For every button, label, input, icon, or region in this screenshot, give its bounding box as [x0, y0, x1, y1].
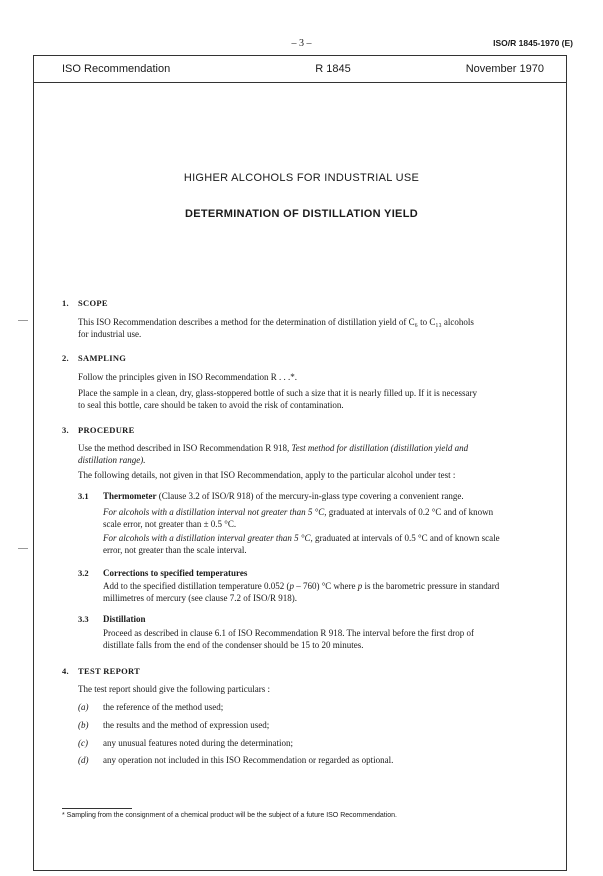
header-number: R 1845	[315, 63, 351, 75]
report-intro: The test report should give the following particulars :	[78, 684, 270, 694]
standard-code: ISO/R 1845-1970 (E)	[493, 38, 573, 48]
list-item: the results and the method of expression used;	[103, 720, 270, 730]
header-box	[33, 55, 567, 83]
document-title: HIGHER ALCOHOLS FOR INDUSTRIAL USE	[183, 172, 420, 184]
list-item-label: (c)	[78, 738, 88, 748]
sub-3-2-heading: Corrections to specified temperatures	[103, 568, 248, 578]
sub-3-2-number: 3.2	[78, 568, 89, 578]
header-org: ISO Recommendation	[62, 63, 171, 75]
page-number: – 3 –	[291, 38, 312, 49]
list-item: any operation not included in this ISO Recommendation or regarded as optional.	[103, 755, 394, 765]
margin-mark	[18, 320, 28, 321]
procedure-p2: The following details, not given in that ISO Recommendation, apply to the particular alcohol under test :	[78, 470, 456, 480]
sub-3-3-text: Proceed as described in clause 6.1 of ISO Recommendation R 918. The interval before the first drop of distillate falls from the end of the condenser should be 15 to 20 minutes.	[103, 628, 474, 650]
list-item: the reference of the method used;	[103, 702, 224, 712]
sampling-p1: Follow the principles given in ISO Recommendation R . . .*.	[78, 372, 297, 382]
sub-3-1-number: 3.1	[78, 491, 89, 501]
document-subtitle: DETERMINATION OF DISTILLATION YIELD	[185, 208, 418, 220]
procedure-p1: Use the method described in ISO Recommendation R 918, Test method for distillation (distillation yield and distillation range).	[78, 443, 469, 465]
sub-3-1-text: Thermometer (Clause 3.2 of ISO/R 918) of the mercury-in-glass type covering a convenient range.	[103, 491, 464, 501]
sub-3-3-number: 3.3	[78, 614, 89, 624]
section-report-heading: 4. TEST REPORT	[62, 666, 141, 676]
sub-3-1-option-b: For alcohols with a distillation interval greater than 5 °C, graduated at intervals of 0.5 °C and of known scale error, not greater than the scale interval.	[103, 533, 500, 555]
margin-mark	[18, 548, 28, 549]
section-scope-heading: 1. SCOPE	[62, 298, 108, 308]
footnote: * Sampling from the consignment of a chemical product will be the subject of a future ISO Recommendation.	[62, 812, 398, 819]
list-item-label: (b)	[78, 720, 89, 730]
sampling-p2: Place the sample in a clean, dry, glass-stoppered bottle of such a size that it is nearly filled up. If it is necessary to seal this bottle, care should be taken to avoid the risk of contamination.	[78, 388, 478, 410]
sub-3-1-option-a: For alcohols with a distillation interval not greater than 5 °C, graduated at intervals of 0.2 °C and of known scale error, not greater than ± 0.5 °C.	[103, 507, 494, 529]
sub-3-3-heading: Distillation	[103, 614, 146, 624]
section-sampling-heading: 2. SAMPLING	[62, 353, 127, 363]
sub-3-2-text: Add to the specified distillation temperature 0.052 (p – 760) °C where p is the barometric pressure in standard millimetres of mercury (see clause 7.2 of ISO/R 918).	[103, 581, 500, 603]
list-item-label: (d)	[78, 755, 89, 765]
scope-text: This ISO Recommendation describes a method for the determination of distillation yield of C₆ to C₁₃ alcohols for industrial use.	[78, 317, 474, 339]
section-procedure-heading: 3. PROCEDURE	[62, 425, 135, 435]
footnote-rule	[62, 808, 132, 809]
list-item-label: (a)	[78, 702, 89, 712]
list-item: any unusual features noted during the determination;	[103, 738, 293, 748]
header-date: November 1970	[465, 63, 544, 75]
